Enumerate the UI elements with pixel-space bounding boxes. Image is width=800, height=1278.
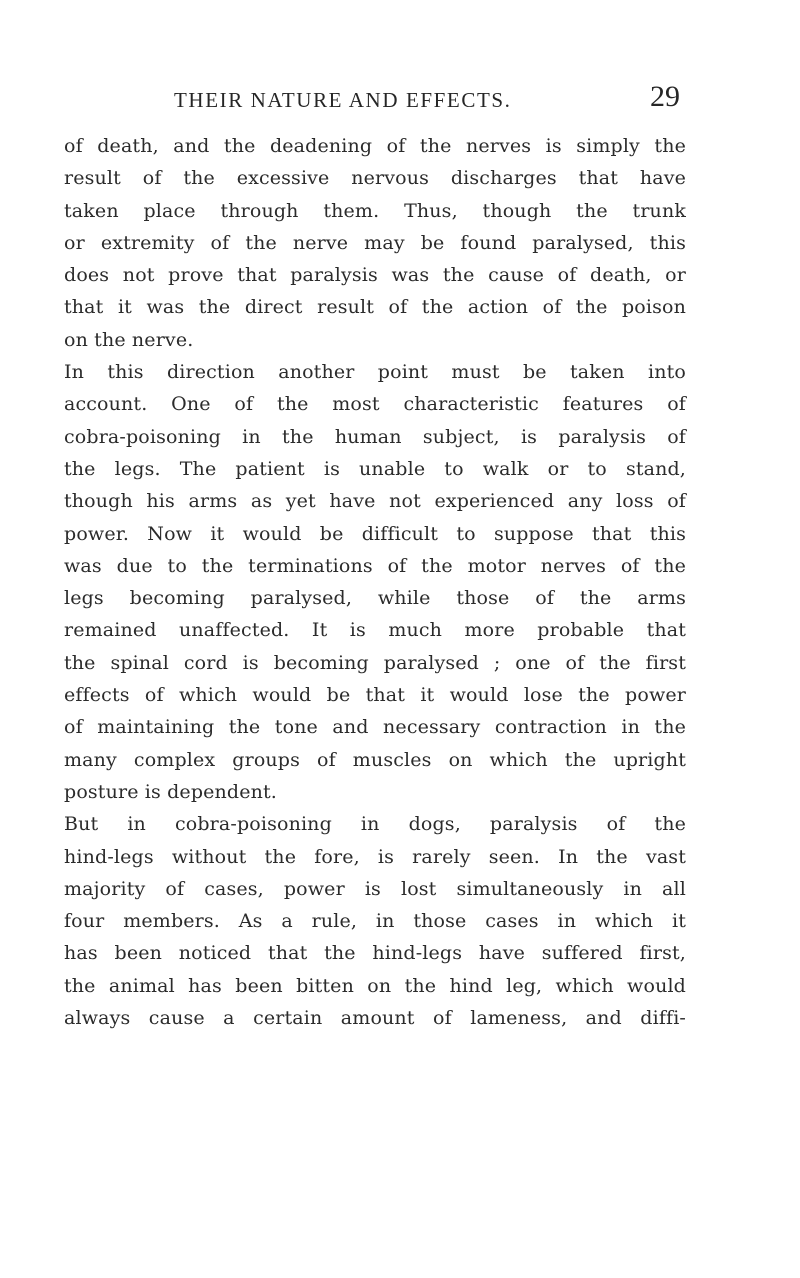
text-line: the animal has been bitten on the hind leg, which would (64, 974, 686, 997)
text-line: though his arms as yet have not experienced any loss of (64, 490, 686, 513)
text-line: of maintaining the tone and necessary contraction in the (64, 716, 686, 739)
text-line: majority of cases, power is lost simultaneously in all (64, 877, 686, 900)
text-line: posture is dependent. (64, 780, 277, 803)
text-line: many complex groups of muscles on which the upright (64, 748, 686, 771)
text-line: account. One of the most characteristic features of (64, 393, 686, 416)
text-line: taken place through them. Thus, though the trunk (64, 199, 686, 222)
text-line: does not prove that paralysis was the cause of death, or (64, 264, 686, 287)
text-line: power. Now it would be difficult to suppose that this (64, 522, 686, 545)
text-line: or extremity of the nerve may be found paralysed, this (64, 231, 686, 254)
running-title: THEIR NATURE AND EFFECTS. (174, 88, 512, 112)
text-line: on the nerve. (64, 328, 194, 351)
page-number: 29 (650, 80, 680, 113)
text-line: has been noticed that the hind-legs have suffered first, (64, 942, 686, 965)
text-line: remained unaffected. It is much more probable that (64, 619, 686, 642)
text-line: always cause a certain amount of lameness, and diffi- (64, 1007, 686, 1030)
text-line: was due to the terminations of the motor nerves of the (64, 554, 686, 577)
text-line: that it was the direct result of the action of the poison (64, 296, 686, 319)
page-header (64, 80, 684, 120)
text-line: the spinal cord is becoming paralysed ; one of the first (64, 651, 686, 674)
text-line: hind-legs without the fore, is rarely seen. In the vast (64, 845, 686, 868)
text-line: the legs. The patient is unable to walk or to stand, (64, 457, 686, 480)
text-line: effects of which would be that it would lose the power (64, 684, 686, 707)
text-line: four members. As a rule, in those cases in which it (64, 910, 686, 933)
text-line: cobra-poisoning in the human subject, is paralysis of (64, 425, 686, 448)
text-line: of death, and the deadening of the nerves is simply the (64, 135, 686, 157)
text-line: result of the excessive nervous discharges that have (64, 167, 686, 190)
paragraph-start-line: In this direction another point must be taken into (64, 361, 686, 384)
body-text (64, 130, 686, 1034)
paragraph-start-line: But in cobra-poisoning in dogs, paralysis of the (64, 813, 686, 836)
text-line: legs becoming paralysed, while those of the arms (64, 587, 686, 610)
